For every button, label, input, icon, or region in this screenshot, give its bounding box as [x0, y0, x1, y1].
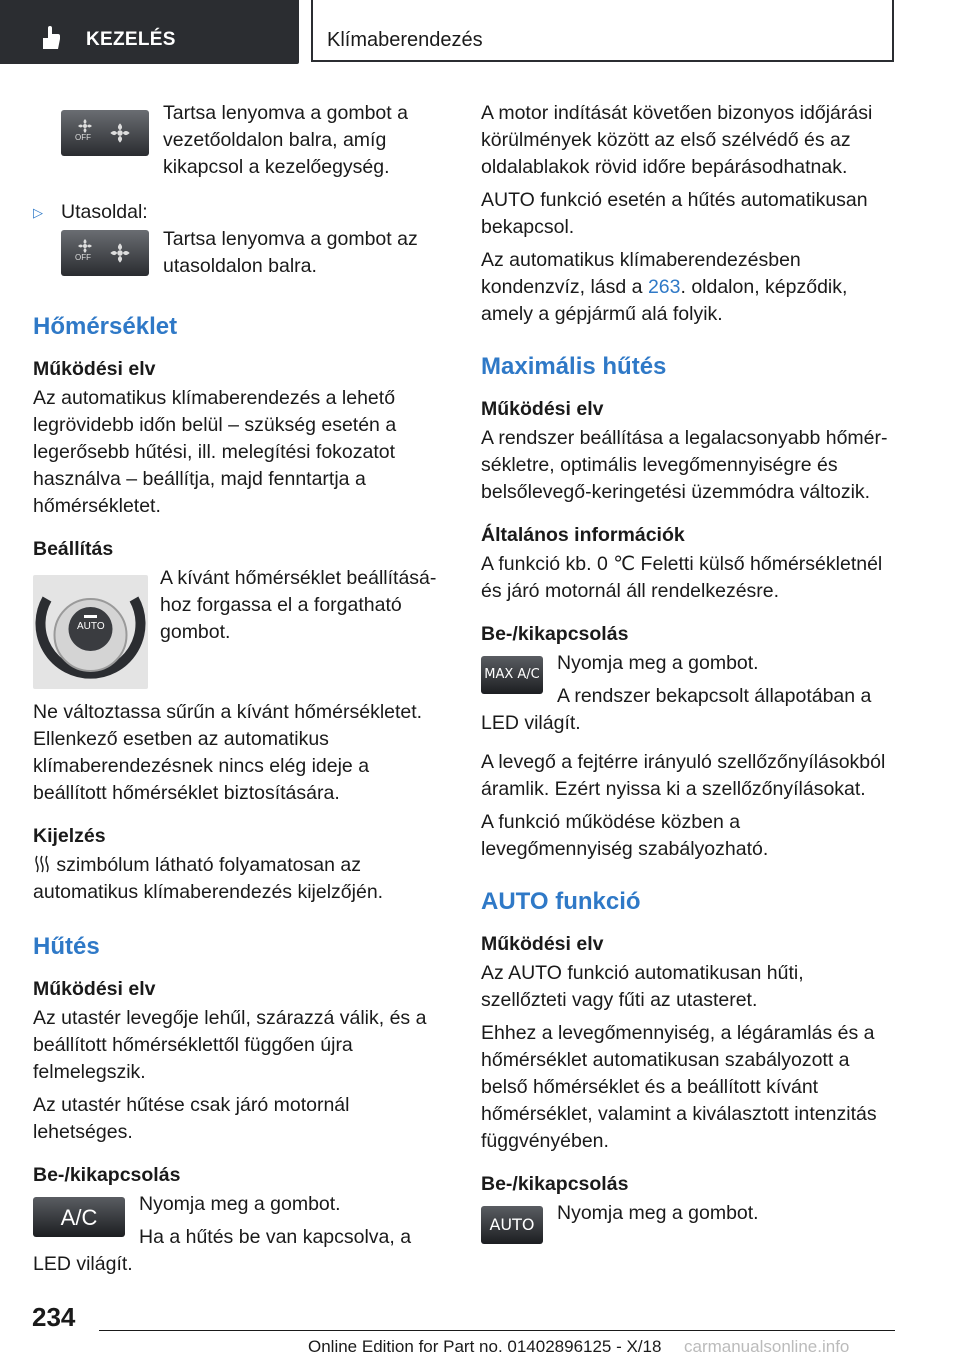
left-column — [33, 100, 443, 1284]
section-tab — [0, 0, 299, 64]
ac-block — [33, 1191, 443, 1278]
driver-text: Tartsa lenyomva a gombot a vezetőoldalon balra, amíg kikapcsol a kezelőegység. — [163, 102, 408, 178]
auto-block — [481, 1200, 893, 1248]
driver-block — [33, 100, 443, 187]
fan-icon — [109, 242, 131, 264]
condensation-symbol-icon — [33, 855, 51, 873]
maxcool-onoff-heading: Be-/kikapcsolás — [481, 623, 629, 645]
cooling-principle-text1: Az utastér levegője lehűl, szárazzá válik, és a beállított hőmérséklettől függően újra felmelegszik. — [33, 1007, 427, 1083]
fan-icon — [109, 122, 131, 144]
edition-text: Online Edition for Part no. 01402896125 - X/18 — [308, 1337, 662, 1356]
display-text-para — [33, 852, 443, 906]
fan-icon — [77, 238, 93, 254]
cooling-principle-heading: Működési elv — [33, 978, 156, 1000]
display-text: szimbólum látható folyamatosan az automatikus klímaberendezés kijelzőjén. — [33, 854, 384, 903]
knob-auto-label: AUTO — [77, 621, 105, 632]
fan-off-button-image — [61, 110, 149, 156]
max-ac-button-image: MAX A/C — [481, 656, 543, 694]
chapter-title: Klímaberendezés — [327, 29, 483, 51]
maxcool-general-text: A funkció kb. 0 ℃ Feletti külső hőmérsékletnél és járó motornál áll rendelkezésre. — [481, 553, 883, 602]
fan-off-label: OFF — [75, 133, 91, 142]
maxcool-heading: Maximális hűtés — [481, 353, 667, 380]
section-title: KEZELÉS — [86, 29, 176, 50]
passenger-item — [33, 199, 443, 226]
maxcool-air-text1: A levegő a fejtérre irányuló szellőzőnyílásokból áramlik. Ezért nyissa ki a szellőzőnyílásokat. — [481, 751, 886, 800]
auto-onoff-heading: Be-/kikapcsolás — [481, 1173, 629, 1195]
fan-off-label: OFF — [75, 253, 91, 262]
temperature-note: Ne változtassa sűrűn a kívánt hőmérsékletet. Ellenkező esetben az automatikus klímaberendezésnek nincs elég ideje a beállított hőmérséklet biztosítására. — [33, 701, 423, 804]
auto-principle-text2: Ehhez a levegőmennyiség, a légáramlás és a hőmérséklet automatikusan szabályozott a belső hőmérséklet és a beállított kívánt hőmérséklet, valamint a kiválasztott intenzitás függvényében. — [481, 1022, 877, 1152]
watermark-text: carmanualsonline.info — [684, 1337, 850, 1356]
maxcool-general-heading: Általános információk — [481, 524, 685, 546]
page-link-263[interactable]: 263 — [647, 276, 681, 298]
auto-button-image: AUTO — [481, 1206, 543, 1244]
passenger-label: Utasoldal: — [61, 201, 148, 223]
auto-press-text: Nyomja meg a gombot. — [557, 1202, 759, 1224]
auto-principle-heading: Működési elv — [481, 933, 604, 955]
fan-icon — [77, 118, 93, 134]
passenger-block — [33, 226, 443, 286]
maxac-block — [481, 650, 893, 743]
maxcool-principle-heading: Működési elv — [481, 398, 604, 420]
chapter-tab — [311, 0, 894, 62]
cooling-heading: Hűtés — [33, 933, 100, 960]
rotary-knob-image — [33, 575, 148, 689]
temperature-heading: Hőmérséklet — [33, 313, 178, 340]
temperature-principle-heading: Működési elv — [33, 358, 156, 380]
ac-press-text: Nyomja meg a gombot. — [139, 1193, 341, 1215]
auto-principle-text1: Az AUTO funkció automatikusan hűti, szellőzteti vagy fűti az utasteret. — [481, 962, 804, 1011]
right-column — [481, 100, 893, 1248]
maxac-led-text: A rendszer bekapcsolt állapotában a LED világít. — [481, 685, 872, 734]
fan-off-button-image — [61, 230, 149, 276]
passenger-text: Tartsa lenyomva a gombot az utasoldalon balra. — [163, 228, 418, 277]
intro-text3-a: Az automatikus klímaberendezésben kondenzvíz, lásd a — [481, 249, 801, 298]
cooling-onoff-heading: Be-/kikapcsolás — [33, 1164, 181, 1186]
maxcool-principle-text: A rendszer beállítása a legalacsonyabb hőmérsékletre, optimális levegőmennyiségre és belsőlevegő-keringetési üzemmódra változik. — [481, 427, 888, 503]
intro-text3 — [481, 247, 893, 328]
maxcool-air-text2: A funkció működése közben a levegőmennyiség szabályozható. — [481, 811, 769, 860]
temperature-setting-heading: Beállítás — [33, 538, 114, 560]
footer-divider — [99, 1330, 895, 1331]
temperature-setting-text: A kívánt hőmérséklet beállításához forgassa el a forgatható gombot. — [160, 567, 437, 643]
triangle-bullet-icon: ▷ — [33, 205, 43, 220]
setting-block — [33, 565, 443, 695]
ac-button-image: A/C — [33, 1197, 125, 1237]
auto-heading: AUTO funkció — [481, 888, 641, 915]
maxac-press-text: Nyomja meg a gombot. — [557, 652, 759, 674]
hand-icon — [38, 25, 64, 51]
ac-led-text: Ha a hűtés be van kapcsolva, a LED világít. — [33, 1226, 412, 1275]
intro-text2: AUTO funkció esetén a hűtés automatikusan bekapcsol. — [481, 189, 868, 238]
temperature-principle-text: Az automatikus klímaberendezés a lehető legrövidebb időn belül – szükség esetén a legerősebb hűtési, ill. melegítési fokozatot használva – beállítja, majd fenntartja a hőmérsékletet. — [33, 387, 397, 517]
page-number: 234 — [32, 1302, 76, 1332]
cooling-principle-text2: Az utastér hűtése csak járó motornál lehetséges. — [33, 1094, 350, 1143]
intro-text1: A motor indítását követően bizonyos időjárási körülmények között az első szélvédő és az oldalablakok rövid időre bepárásodhatnak. — [481, 102, 873, 178]
intro-text3-b: . oldalon, képződik, amely a gépjármű alá folyik. — [481, 276, 848, 325]
display-heading: Kijelzés — [33, 825, 106, 847]
